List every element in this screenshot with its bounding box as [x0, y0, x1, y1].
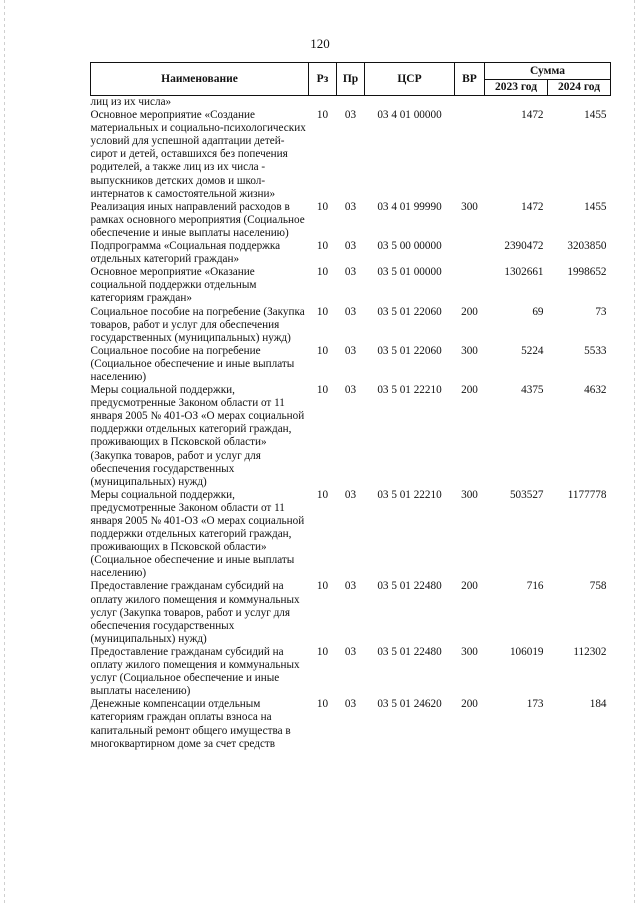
- row-vr: [455, 96, 485, 110]
- row-pr: [337, 96, 365, 110]
- row-csr: 03 5 01 22210: [377, 488, 442, 501]
- row-pr: 03: [344, 384, 357, 397]
- row-vr: 300: [461, 200, 478, 213]
- row-amount-2024: 184: [589, 698, 607, 711]
- row-rz: 10: [316, 645, 329, 658]
- row-pr: 03: [344, 109, 357, 122]
- row-pr: 03: [344, 488, 357, 501]
- row-amount-2023: [485, 96, 548, 110]
- row-vr: 300: [461, 344, 478, 357]
- scan-edge-right: [634, 0, 635, 905]
- row-vr: 200: [461, 384, 478, 397]
- row-csr: 03 5 01 22210: [377, 384, 442, 397]
- row-amount-2023: 503527: [509, 488, 544, 501]
- row-rz: 10: [316, 109, 329, 122]
- table-row: [91, 109, 611, 201]
- row-pr: 03: [344, 580, 357, 593]
- row-pr: 03: [344, 240, 357, 253]
- row-rz: 10: [316, 200, 329, 213]
- row-amount-2023: 106019: [509, 645, 544, 658]
- row-name: Социальное пособие на погребение (Закупка товаров, работ и услуг для обеспечения государственных (муниципальных) нужд): [90, 305, 305, 344]
- header-pr: Пр: [337, 63, 365, 96]
- header-year-2024: 2024 год: [548, 79, 611, 96]
- row-name: Предоставление гражданам субсидий на оплату жилого помещения и коммунальных услуг (Закупка товаров, работ и услуг для обеспечения государственных (муниципальных) нужд): [90, 580, 300, 645]
- row-csr: 03 5 01 22060: [377, 344, 442, 357]
- row-csr: 03 5 00 00000: [377, 240, 442, 253]
- row-vr: 300: [461, 645, 478, 658]
- row-amount-2024: 1177778: [567, 488, 607, 501]
- row-rz: 10: [316, 384, 329, 397]
- header-sum: Сумма: [485, 63, 611, 80]
- table-row: [91, 489, 611, 581]
- table-row: [91, 384, 611, 489]
- header-vr: ВР: [455, 63, 485, 96]
- table-row: [91, 646, 611, 698]
- table-row: [91, 580, 611, 645]
- row-rz: 10: [316, 698, 329, 711]
- row-csr: 03 5 01 22480: [377, 645, 442, 658]
- row-csr: 03 4 01 99990: [377, 200, 442, 213]
- row-rz: 10: [316, 580, 329, 593]
- row-name: Основное мероприятие «Создание материальных и социально-психологических условий для успешной адаптации детей-сирот и детей, оставшихся без попечения родителей, а также лиц из их числа - выпускников детских домов и школ-интернатов к самостоятельной жизни»: [90, 109, 306, 200]
- row-amount-2024: 5533: [584, 344, 607, 357]
- page-number: 120: [310, 36, 330, 51]
- row-vr: 200: [461, 305, 478, 318]
- row-amount-2024: 3203850: [567, 240, 607, 253]
- row-amount-2024: 112302: [573, 645, 607, 658]
- row-name: Меры социальной поддержки, предусмотренные Законом области от 11 января 2005 № 401-ОЗ «О мерах социальной поддержки отдельных категорий граждан, проживающих в Псковской области» (Социальное обеспечение и иные выплаты населению): [90, 488, 305, 580]
- row-pr: 03: [344, 200, 357, 213]
- row-csr: [365, 96, 455, 110]
- scan-edge-left: [4, 0, 5, 905]
- row-name: Денежные компенсации отдельным категориям граждан оплаты взноса на капитальный ремонт общего имущества в многоквартирном доме за счет средств: [90, 698, 291, 750]
- table-row: [91, 345, 611, 384]
- row-pr: 03: [344, 305, 357, 318]
- row-amount-2024: 1455: [584, 109, 607, 122]
- row-csr: 03 5 01 22480: [377, 580, 442, 593]
- table-header: [91, 63, 611, 96]
- header-rz: Рз: [309, 63, 337, 96]
- row-vr: [455, 109, 485, 201]
- header-csr: ЦСР: [365, 63, 455, 96]
- row-name: Основное мероприятие «Оказание социальной поддержки отдельным категориям граждан»: [90, 266, 257, 305]
- row-amount-2023: 1472: [521, 200, 544, 213]
- row-amount-2023: 1302661: [504, 266, 544, 279]
- row-pr: 03: [344, 344, 357, 357]
- table-body: [91, 96, 611, 751]
- row-amount-2024: [548, 96, 611, 110]
- row-vr: 200: [461, 698, 478, 711]
- row-name: Предоставление гражданам субсидий на оплату жилого помещения и коммунальных услуг (Социальное обеспечение и иные выплаты населению): [90, 645, 300, 698]
- row-rz: 10: [316, 305, 329, 318]
- row-amount-2024: 1455: [584, 200, 607, 213]
- table-row: [91, 698, 611, 750]
- row-pr: 03: [344, 266, 357, 279]
- row-pr: 03: [344, 645, 357, 658]
- row-amount-2023: 2390472: [504, 240, 544, 253]
- row-csr: 03 4 01 00000: [377, 109, 442, 122]
- row-pr: 03: [344, 698, 357, 711]
- row-rz: [309, 96, 337, 110]
- row-amount-2024: 4632: [584, 384, 607, 397]
- row-amount-2024: 758: [589, 580, 607, 593]
- row-rz: 10: [316, 488, 329, 501]
- row-csr: 03 5 01 00000: [377, 266, 442, 279]
- table-row: [91, 240, 611, 266]
- row-vr: 300: [461, 488, 478, 501]
- row-amount-2023: 716: [526, 580, 544, 593]
- header-name: Наименование: [91, 63, 309, 96]
- row-vr: [455, 266, 485, 305]
- row-vr: 200: [461, 580, 478, 593]
- row-amount-2023: 5224: [521, 344, 544, 357]
- row-name: лиц из их числа»: [90, 96, 172, 108]
- row-amount-2024: 73: [595, 305, 607, 318]
- table-row: [91, 266, 611, 305]
- table-row: [91, 306, 611, 345]
- row-amount-2023: 4375: [521, 384, 544, 397]
- row-amount-2024: 1998652: [567, 266, 607, 279]
- row-rz: 10: [316, 344, 329, 357]
- row-name: Социальное пособие на погребение (Социальное обеспечение и иные выплаты населению): [90, 344, 295, 383]
- table-row: [91, 96, 611, 110]
- header-year-2023: 2023 год: [485, 79, 548, 96]
- row-csr: 03 5 01 24620: [377, 698, 442, 711]
- row-rz: 10: [316, 240, 329, 253]
- row-rz: 10: [316, 266, 329, 279]
- table-row: [91, 201, 611, 240]
- row-csr: 03 5 01 22060: [377, 305, 442, 318]
- row-name: Подпрограмма «Социальная поддержка отдельных категорий граждан»: [90, 240, 281, 266]
- row-amount-2023: 1472: [521, 109, 544, 122]
- row-vr: [455, 240, 485, 266]
- row-amount-2023: 69: [532, 305, 544, 318]
- row-name: Реализация иных направлений расходов в рамках основного мероприятия (Социальное обеспечение и иные выплаты населению): [90, 200, 305, 239]
- row-name: Меры социальной поддержки, предусмотренные Законом области от 11 января 2005 № 401-ОЗ «О мерах социальной поддержки отдельных категорий граждан, проживающих в Псковской области» (Закупка товаров, работ и услуг для обеспечения государственных (муниципальных) нужд): [90, 384, 305, 488]
- budget-table: [90, 62, 611, 751]
- row-amount-2023: 173: [526, 698, 544, 711]
